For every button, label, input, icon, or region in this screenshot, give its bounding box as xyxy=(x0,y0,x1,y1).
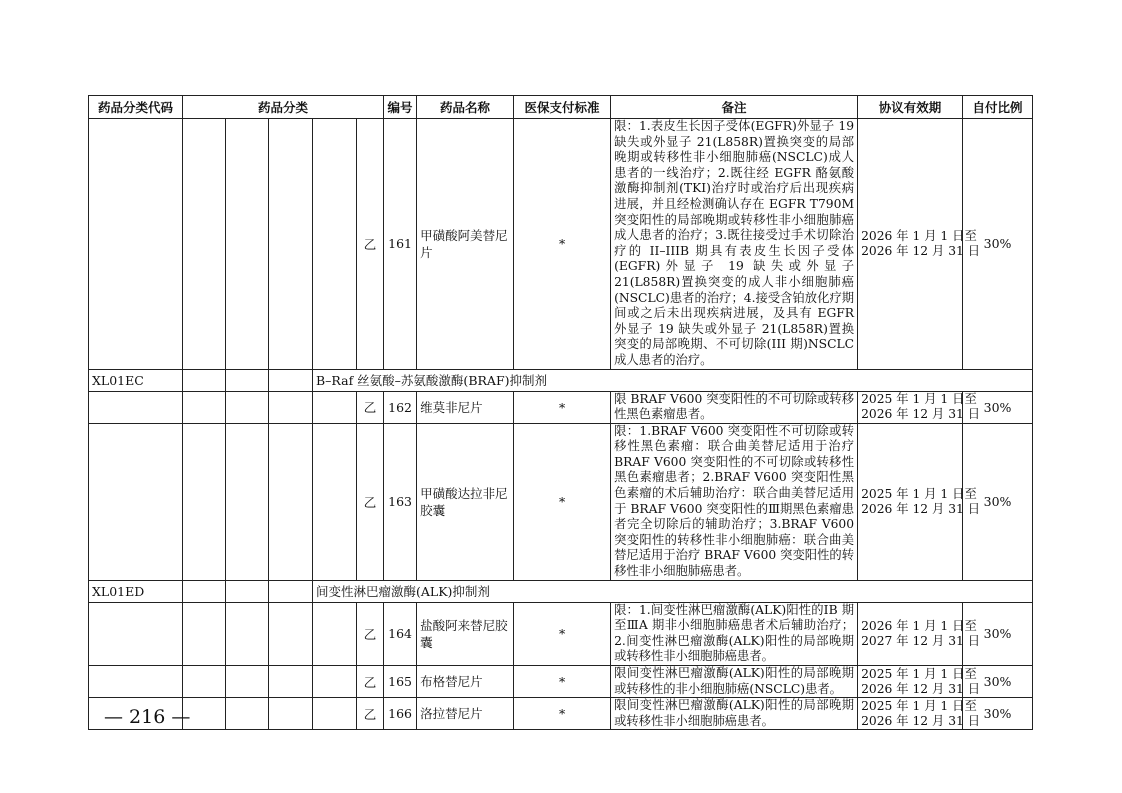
self-pay-ratio: 30% xyxy=(963,666,1033,698)
drug-class: 乙 xyxy=(357,391,384,423)
self-pay-ratio: 30% xyxy=(963,391,1033,423)
drug-notes: 限：1.间变性淋巴瘤激酶(ALK)阳性的ⅠB 期至ⅢA 期非小细胞肺癌患者术后辅助治疗；2.间变性淋巴瘤激酶(ALK)阳性的局部晚期或转移性非小细胞肺癌患者。 xyxy=(611,602,858,665)
period-start: 2026 年 1 月 1 日至 xyxy=(861,228,977,243)
period-end: 2026 年 12 月 31 日 xyxy=(861,407,981,422)
period-start: 2025 年 1 月 1 日至 xyxy=(861,486,977,501)
self-pay-ratio: 30% xyxy=(963,119,1033,370)
payment-standard: * xyxy=(514,666,611,698)
period-start: 2025 年 1 月 1 日至 xyxy=(861,392,977,407)
header-category: 药品分类 xyxy=(183,96,384,119)
drug-number: 163 xyxy=(384,423,417,580)
payment-standard: * xyxy=(514,698,611,730)
period-start: 2025 年 1 月 1 日至 xyxy=(861,666,977,681)
drug-class: 乙 xyxy=(357,423,384,580)
drug-name: 甲磺酸阿美替尼片 xyxy=(417,119,514,370)
drug-number: 161 xyxy=(384,119,417,370)
drug-name: 盐酸阿来替尼胶囊 xyxy=(417,602,514,665)
drug-name: 布格替尼片 xyxy=(417,666,514,698)
agreement-period xyxy=(858,423,981,580)
header-ratio: 自付比例 xyxy=(963,96,1033,119)
drug-number: 166 xyxy=(384,698,417,730)
table-row xyxy=(89,423,1033,580)
table-row xyxy=(89,698,1033,730)
group-name: B–Raf 丝氨酸–苏氨酸激酶(BRAF)抑制剂 xyxy=(313,369,1033,391)
period-end: 2026 年 12 月 31 日 xyxy=(861,681,981,696)
table-row xyxy=(89,119,1033,370)
agreement-period xyxy=(858,698,981,730)
header-code: 药品分类代码 xyxy=(89,96,183,119)
table-header-row xyxy=(89,96,1033,119)
drug-name: 维莫非尼片 xyxy=(417,391,514,423)
period-end: 2026 年 12 月 31 日 xyxy=(861,243,981,258)
drug-class: 乙 xyxy=(357,602,384,665)
header-no: 编号 xyxy=(384,96,417,119)
payment-standard: * xyxy=(514,423,611,580)
period-start: 2026 年 1 月 1 日至 xyxy=(861,618,977,633)
drug-class: 乙 xyxy=(357,666,384,698)
table-row xyxy=(89,602,1033,665)
group-code: XL01ED xyxy=(89,580,183,602)
agreement-period xyxy=(858,666,981,698)
drug-list-table xyxy=(88,95,1033,730)
drug-number: 165 xyxy=(384,666,417,698)
payment-standard: * xyxy=(514,119,611,370)
agreement-period xyxy=(858,391,981,423)
page-number: — 216 — xyxy=(104,706,191,728)
period-end: 2027 年 12 月 31 日 xyxy=(861,633,981,648)
self-pay-ratio: 30% xyxy=(963,698,1033,730)
agreement-period xyxy=(858,119,981,370)
drug-notes: 限：1.BRAF V600 突变阳性不可切除或转移性黑色素瘤：联合曲美替尼适用于治疗 BRAF V600 突变阳性的不可切除或转移性黑色素瘤患者；2.BRAF V600 突变阳性黑色素瘤的术后辅助治疗：联合曲美替尼适用于 BRAF V600 突变阳性的Ⅲ期黑色素瘤患者完全切除后的辅助治疗；3.BRAF V600 突变阳性的转移性非小细胞肺癌：联合曲美替尼适用于治疗 BRAF V600 突变阳性的转移性非小细胞肺癌患者。 xyxy=(611,423,858,580)
drug-number: 162 xyxy=(384,391,417,423)
group-name: 间变性淋巴瘤激酶(ALK)抑制剂 xyxy=(313,580,1033,602)
group-row xyxy=(89,369,1033,391)
header-name: 药品名称 xyxy=(417,96,514,119)
table-row xyxy=(89,391,1033,423)
self-pay-ratio: 30% xyxy=(963,423,1033,580)
drug-notes: 限 BRAF V600 突变阳性的不可切除或转移性黑色素瘤患者。 xyxy=(611,391,858,423)
drug-notes: 限间变性淋巴瘤激酶(ALK)阳性的局部晚期或转移性非小细胞肺癌患者。 xyxy=(611,698,858,730)
period-end: 2026 年 12 月 31 日 xyxy=(861,501,981,516)
drug-notes: 限：1.表皮生长因子受体(EGFR)外显子 19 缺失或外显子 21(L858R)置换突变的局部晚期或转移性非小细胞肺癌(NSCLC)成人患者的一线治疗；2.既往经 EGFR 酪氨酸激酶抑制剂(TKI)治疗时或治疗后出现疾病进展，并且经检测确认存在 EGFR T790M 突变阳性的局部晚期或转移性非小细胞肺癌成人患者的治疗；3.既往接受过手术切除治疗的 II–IIIB 期具有表皮生长因子受体(EGFR)外显子 19 缺失或外显子 21(L858R)置换突变的成人非小细胞肺癌(NSCLC)患者的治疗；4.接受含铂放化疗期间或之后未出现疾病进展，及具有 EGFR 外显子 19 缺失或外显子 21(L858R)置换突变的局部晚期、不可切除(III 期)NSCLC 成人患者的治疗。 xyxy=(611,119,858,370)
group-code: XL01EC xyxy=(89,369,183,391)
period-start: 2025 年 1 月 1 日至 xyxy=(861,698,977,713)
payment-standard: * xyxy=(514,602,611,665)
drug-name: 甲磺酸达拉非尼胶囊 xyxy=(417,423,514,580)
payment-standard: * xyxy=(514,391,611,423)
table-row xyxy=(89,666,1033,698)
header-standard: 医保支付标准 xyxy=(514,96,611,119)
self-pay-ratio: 30% xyxy=(963,602,1033,665)
drug-number: 164 xyxy=(384,602,417,665)
drug-notes: 限间变性淋巴瘤激酶(ALK)阳性的局部晚期或转移性的非小细胞肺癌(NSCLC)患者。 xyxy=(611,666,858,698)
header-notes: 备注 xyxy=(611,96,858,119)
drug-class: 乙 xyxy=(357,119,384,370)
drug-class: 乙 xyxy=(357,698,384,730)
agreement-period xyxy=(858,602,981,665)
drug-name: 洛拉替尼片 xyxy=(417,698,514,730)
period-end: 2026 年 12 月 31 日 xyxy=(861,713,981,728)
header-period: 协议有效期 xyxy=(858,96,963,119)
group-row xyxy=(89,580,1033,602)
